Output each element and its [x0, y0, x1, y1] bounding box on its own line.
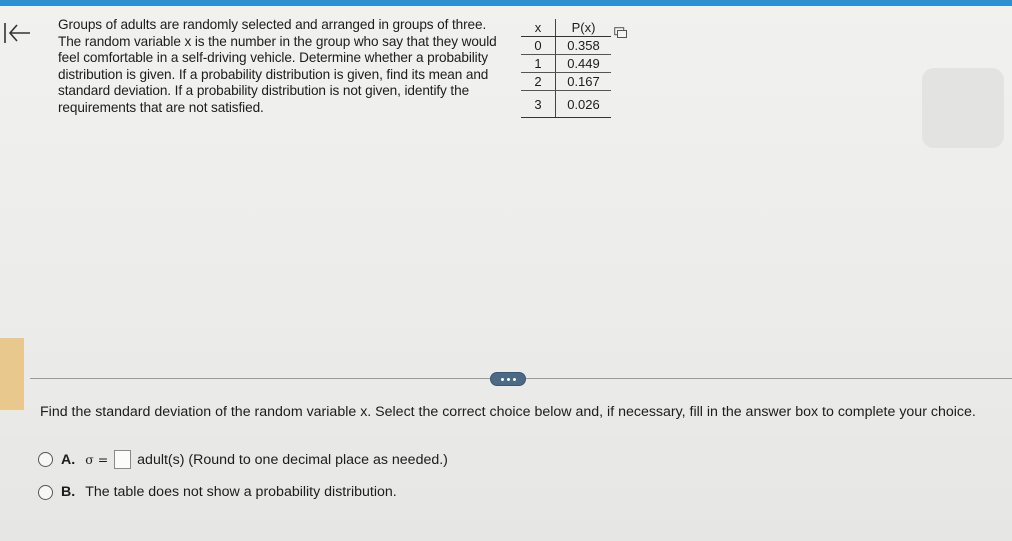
table-row [521, 73, 611, 91]
column-header-px: P(x) [556, 19, 612, 37]
sigma-label: σ = [85, 452, 109, 467]
table-row [521, 55, 611, 73]
probability-table [521, 19, 611, 118]
cell-px: 0.449 [556, 55, 612, 73]
top-accent-strip [0, 0, 1012, 6]
table-row [521, 91, 611, 118]
cell-px: 0.358 [556, 37, 612, 55]
side-panel [922, 68, 1004, 148]
cell-px: 0.026 [556, 91, 612, 118]
choice-letter: B. [61, 484, 76, 500]
question-text: Groups of adults are randomly selected and arranged in groups of three. The random variable x is the number in the group who say that they would feel comfortable in a self-driving vehicle. Determine whether a probability distribution is given. If a probability distribution is given, find its mean and standard deviation. If a probability distribution is not given, identify the requirements that are not satisfied. [58, 17, 497, 115]
instruction-text: Find the standard deviation of the random variable x. Select the correct choice below and, if necessary, fill in the answer box to complete your choice. [40, 404, 976, 420]
copy-icon[interactable] [614, 25, 627, 36]
answer-input-box[interactable] [114, 450, 131, 469]
radio-choice-a[interactable] [38, 452, 53, 467]
cell-px: 0.167 [556, 73, 612, 91]
dot-icon [513, 378, 516, 381]
cell-x: 0 [521, 37, 556, 55]
back-arrow-icon[interactable] [2, 20, 32, 46]
choice-a[interactable] [38, 450, 448, 469]
dot-icon [507, 378, 510, 381]
dot-icon [501, 378, 504, 381]
table-row [521, 37, 611, 55]
cell-x: 1 [521, 55, 556, 73]
radio-choice-b[interactable] [38, 485, 53, 500]
more-options-button[interactable] [490, 372, 526, 386]
choice-a-text: adult(s) (Round to one decimal place as needed.) [137, 451, 448, 468]
choice-b[interactable] [38, 484, 397, 500]
column-header-x: x [521, 19, 556, 37]
choice-letter: A. [61, 451, 76, 468]
cell-x: 2 [521, 73, 556, 91]
cell-x: 3 [521, 91, 556, 118]
choice-b-text: The table does not show a probability distribution. [85, 484, 397, 500]
left-edge-tab [0, 338, 24, 410]
